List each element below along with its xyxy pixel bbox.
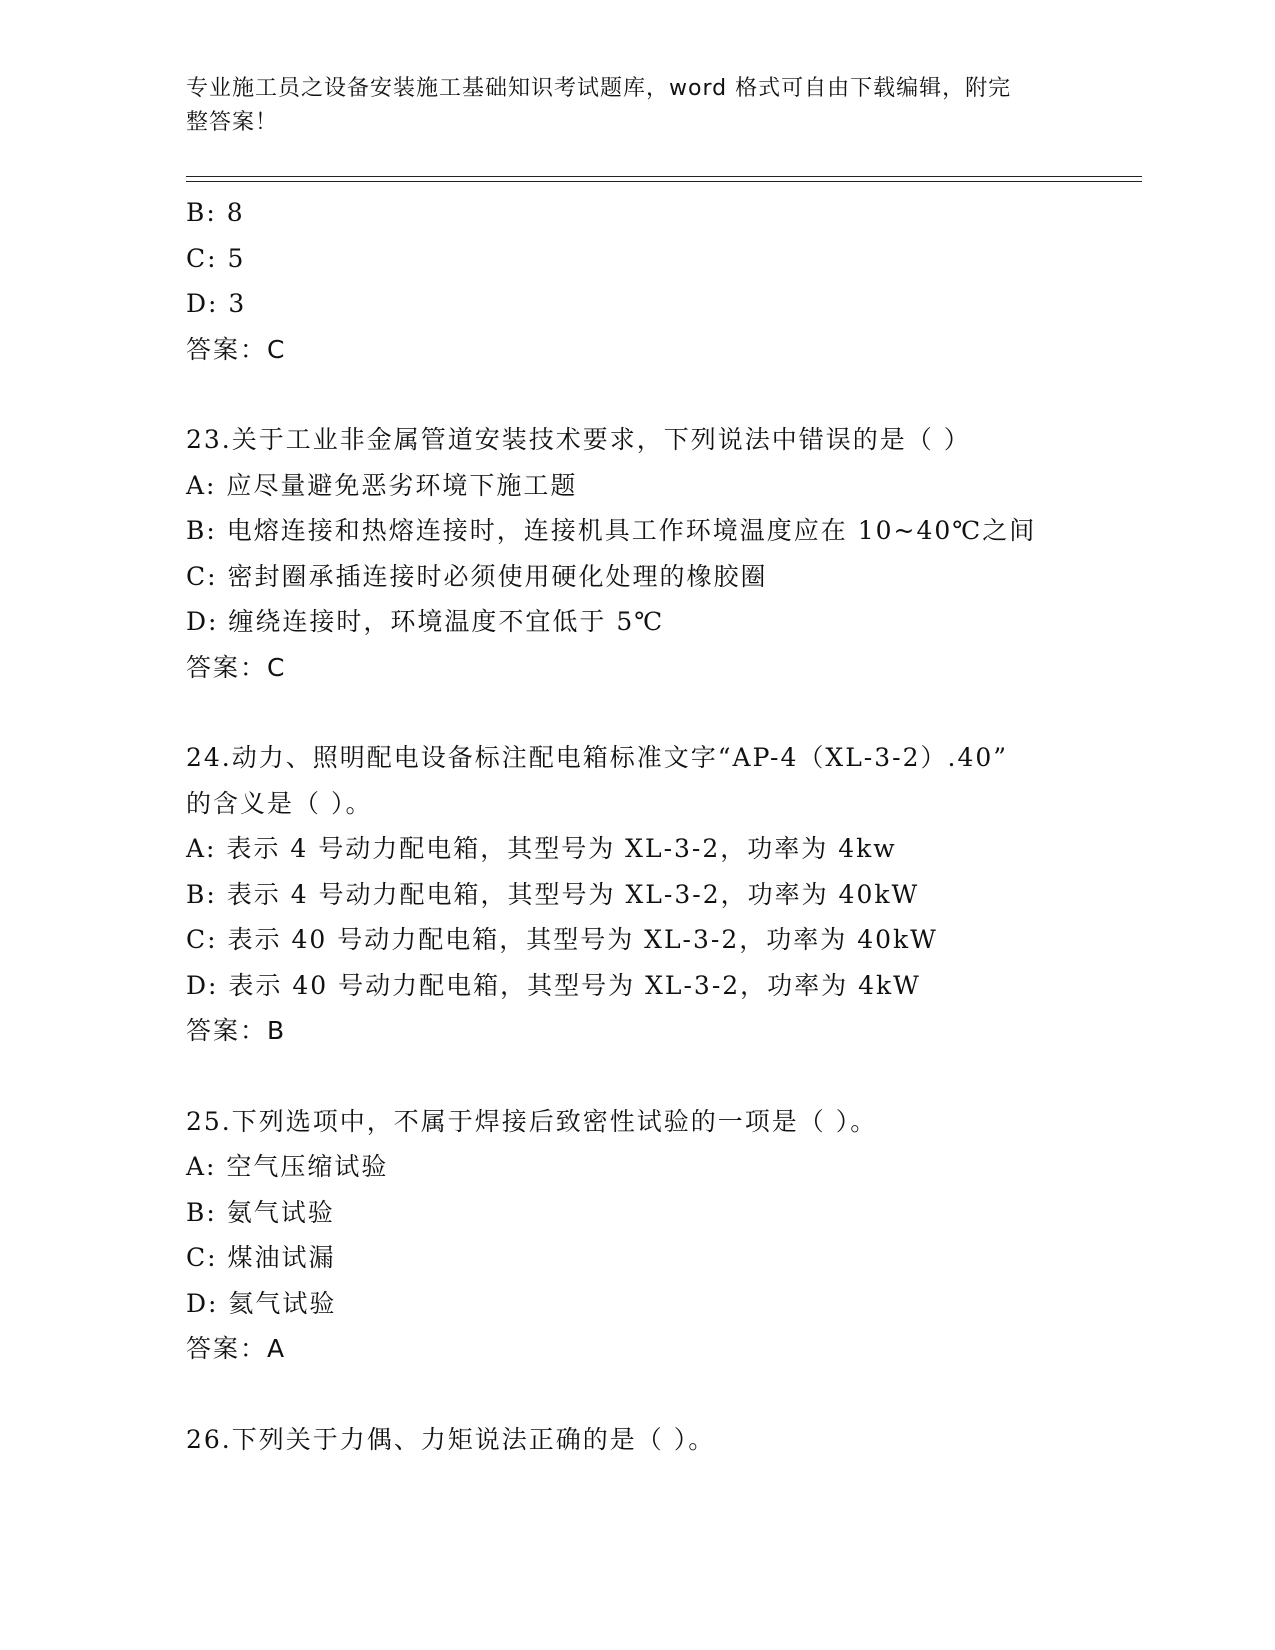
question-25	[186, 1099, 1136, 1372]
question-24	[186, 735, 1136, 1054]
question-list	[186, 190, 1136, 1462]
spacer	[186, 1372, 1136, 1417]
option-a: A: 空气压缩试验	[186, 1152, 389, 1181]
header-line-2: 整答案！	[186, 110, 279, 135]
option-a: A: 表示 4 号动力配电箱，其型号为 XL-3-2，功率为 4kw	[186, 834, 897, 863]
question-stem-continued: 的含义是（ ）。	[186, 788, 373, 818]
question-stem: 24.动力、照明配电设备标注配电箱标准文字“AP-4（XL-3-2）.40”	[186, 743, 1009, 772]
option-c: C: 5	[186, 243, 246, 273]
option-d: D: 缠绕连接时，环境温度不宜低于 5℃	[186, 607, 665, 636]
spacer	[186, 1054, 1136, 1099]
question-stem: 26.下列关于力偶、力矩说法正确的是（ ）。	[186, 1424, 716, 1454]
option-b: B: 8	[186, 198, 245, 227]
option-b: B: 氨气试验	[186, 1197, 335, 1227]
answer-line: 答案：B	[186, 1016, 287, 1045]
answer-line: 答案：C	[186, 652, 287, 682]
option-b: B: 电熔连接和热熔连接时，连接机具工作环境温度应在 10~40℃之间	[186, 516, 1037, 545]
header-line-1: 专业施工员之设备安装施工基础知识考试题库，word 格式可自由下载编辑，附完	[186, 76, 1012, 101]
header-divider-top	[186, 176, 1142, 177]
spacer	[186, 690, 1136, 735]
header-divider-bottom	[186, 181, 1142, 182]
option-a: A: 应尽量避免恶劣环境下施工题	[186, 470, 578, 500]
question-stem: 23.关于工业非金属管道安装技术要求，下列说法中错误的是（ ）	[186, 425, 971, 454]
option-d: D: 3	[186, 289, 247, 318]
option-c: C: 密封圈承插连接时必须使用硬化处理的橡胶圈	[186, 561, 768, 591]
document-header	[186, 72, 1066, 140]
option-d: D: 氦气试验	[186, 1288, 337, 1318]
question-stem: 25.下列选项中，不属于焊接后致密性试验的一项是（ ）。	[186, 1106, 878, 1136]
spacer	[186, 372, 1136, 417]
option-d: D: 表示 40 号动力配电箱，其型号为 XL-3-2，功率为 4kW	[186, 970, 921, 1000]
question-26	[186, 1417, 1136, 1463]
answer-line: 答案：A	[186, 1334, 287, 1363]
option-c: C: 煤油试漏	[186, 1243, 336, 1272]
option-b: B: 表示 4 号动力配电箱，其型号为 XL-3-2，功率为 40kW	[186, 879, 920, 909]
question-22-continuation	[186, 190, 1136, 372]
question-23	[186, 417, 1136, 690]
option-c: C: 表示 40 号动力配电箱，其型号为 XL-3-2，功率为 40kW	[186, 925, 938, 954]
answer-line: 答案：C	[186, 334, 287, 364]
